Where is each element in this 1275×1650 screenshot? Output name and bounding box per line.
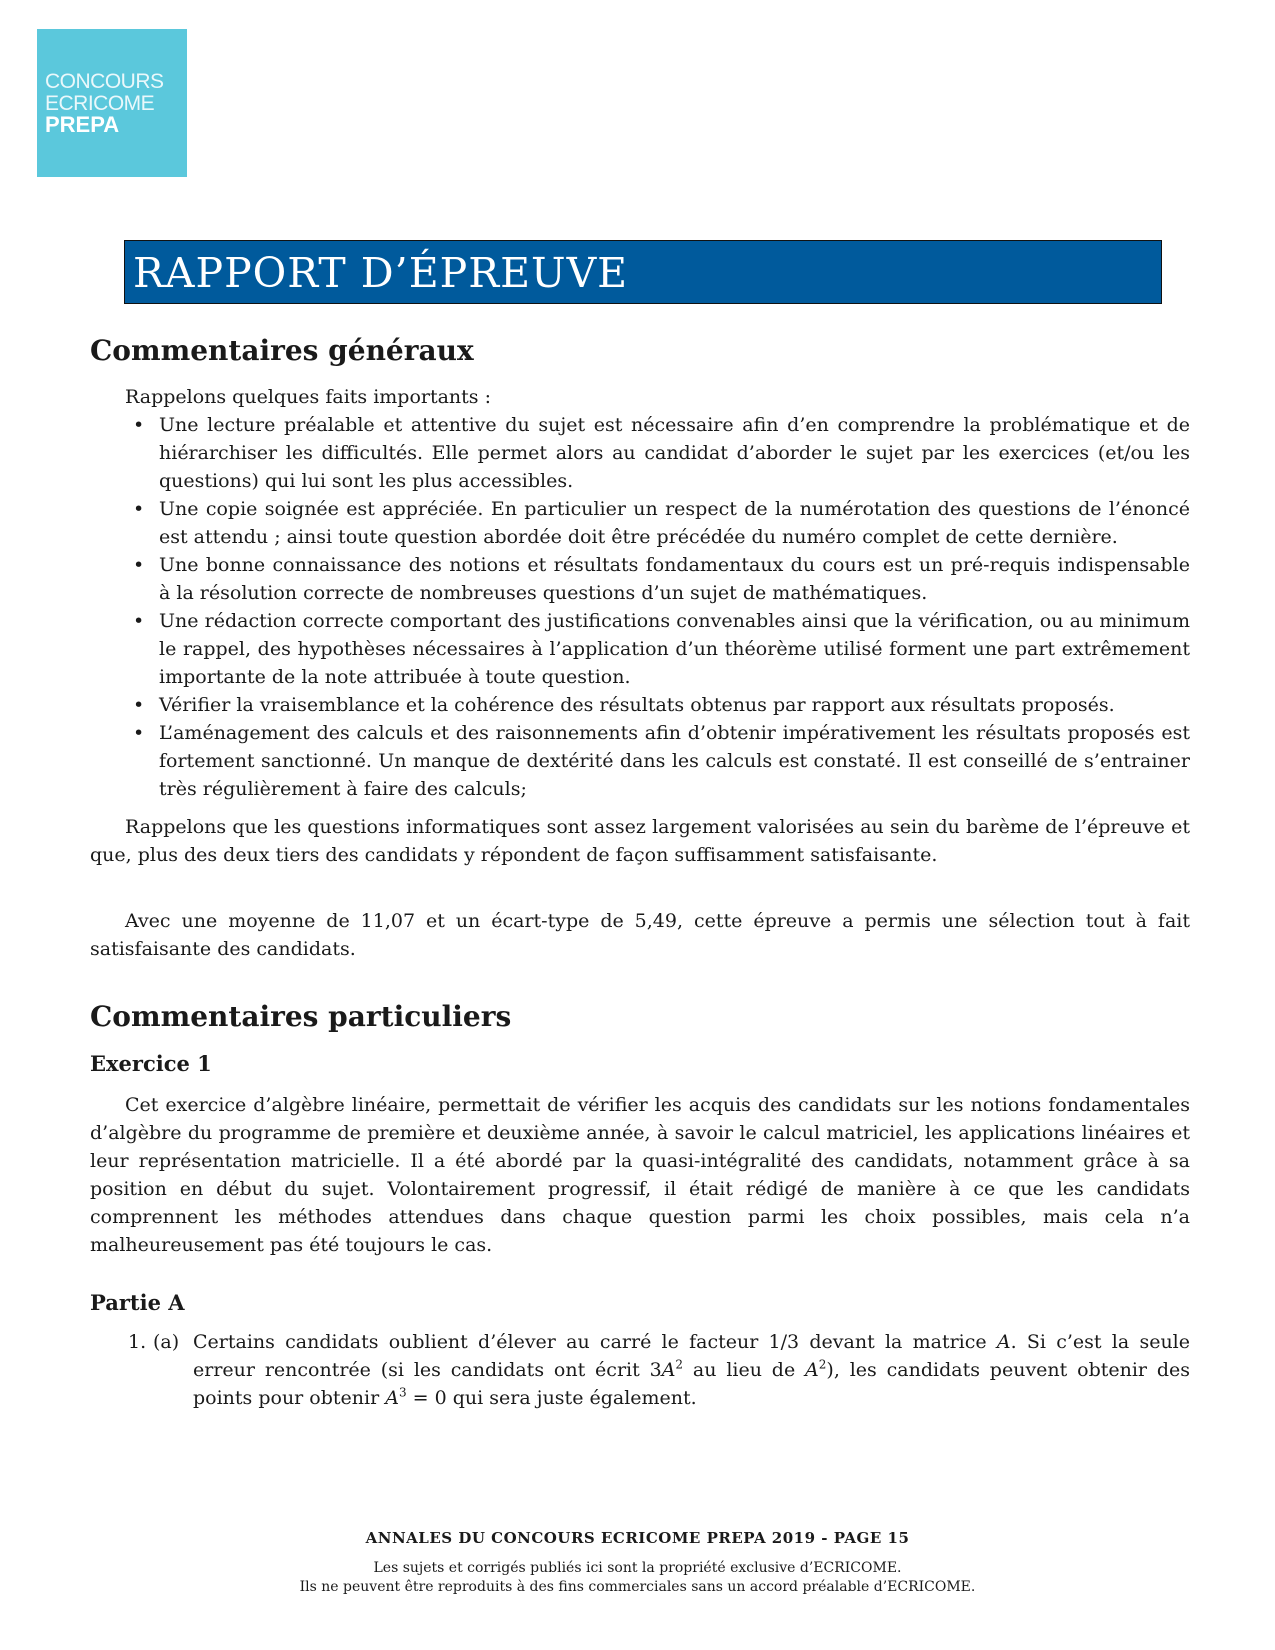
bullet-icon: • [133,722,145,745]
general-intro: Rappelons quelques faits importants : [125,386,492,409]
bullet-icon: • [133,498,145,521]
part-title: Partie A [90,1290,185,1316]
report-body [90,333,1190,1412]
bullet-icon: • [133,694,145,717]
question-subletter: (a) [153,1331,180,1354]
bullet-icon: • [133,554,145,577]
particular-heading: Commentaires particuliers [90,1000,512,1034]
bullet-icon: • [133,610,145,633]
list-item: • Une bonne connaissance des notions et résultats fondamentaux du cours est un pré-requis indispensable à la résolution correcte de nombreuses questions d’un sujet de mathématiques. [159,551,1190,607]
list-item: • Vérifier la vraisemblance et la cohérence des résultats obtenus par rapport aux résultats proposés. [159,691,1190,719]
title-banner [124,240,1162,304]
footer-line-2: Les sujets et corrigés publiés ici sont la propriété exclusive d’ECRICOME. [373,1560,902,1576]
facts-list [90,411,1190,803]
question-1a: 1. (a) Certains candidats oublient d’élever au carré le facteur 1/3 devant la matrice A. Si c’est la seule erreur rencontrée (si les candidats ont écrit $3A^2$ au lieu de $A^2$), les candidats peuvent obtenir des points pour obtenir $A^3 = 0$ qui sera juste également. [90,1328,1190,1412]
exercise-title: Exercice 1 [90,1050,212,1076]
logo-line-3: PREPA [45,112,120,137]
logo-line-1: CONCOURS [45,70,164,93]
footer-line-3: Ils ne peuvent être reproduits à des fins commerciales sans un accord préalable d’ECRICOME. [299,1579,976,1595]
informatique-paragraph: Rappelons que les questions informatiques sont assez largement valorisées au sein du barème de l’épreuve et que, plus des deux tiers des candidats y répondent de façon suffisamment satisfaisante. [90,816,1190,867]
list-item: • L’aménagement des calculs et des raisonnements afin d’obtenir impérativement les résultats proposés est fortement sanctionné. Un manque de dextérité dans les calculs est constaté. Il est conseillé de s’entrainer très régulièrement à faire des calculs; [159,719,1190,803]
logo-line-2: ECRICOME [45,92,155,115]
list-item: • Une rédaction correcte comportant des justifications convenables ainsi que la vérification, ou au minimum le rappel, des hypothèses nécessaires à l’application d’un théorème utilisé forment une part extrêmement importante de la note attribuée à toute question. [159,607,1190,691]
page-title: RAPPORT D’ÉPREUVE [133,249,629,297]
list-item: • Une copie soignée est appréciée. En particulier un respect de la numérotation des questions de l’énoncé est attendu ; ainsi toute question abordée doit être précédée du numéro complet de cette dernière. [159,495,1190,551]
ecricome-logo [37,29,187,177]
list-item: • Une lecture préalable et attentive du sujet est nécessaire afin d’en comprendre la problématique et de hiérarchiser les difficultés. Elle permet alors au candidat d’aborder le sujet par les exercices (et/ou les questions) qui lui sont les plus accessibles. [159,411,1190,495]
bullet-icon: • [133,414,145,437]
moyenne-paragraph: Avec une moyenne de 11,07 et un écart-type de 5,49, cette épreuve a permis une sélection tout à fait satisfaisante des candidats. [90,910,1190,961]
footer-notice [0,1559,1275,1597]
question-number: 1. [128,1331,147,1354]
footer-title: ANNALES DU CONCOURS ECRICOME PREPA 2019 - PAGE 15 [365,1529,910,1547]
general-heading: Commentaires généraux [90,334,474,367]
exercise-paragraph: Cet exercice d’algèbre linéaire, permettait de vérifier les acquis des candidats sur les notions fondamentales d’algèbre du programme de première et deuxième année, à savoir le calcul matriciel, les applications linéaires et leur représentation matricielle. Il a été abordé par la quasi-intégralité des candidats, notamment grâce à sa position en début du sujet. Volontairement progressif, il était rédigé de manière à ce que les candidats comprennent les méthodes attendues dans chaque question parmi les choix possibles, mais cela n’a malheureusement pas été toujours le cas. [90,1094,1190,1257]
